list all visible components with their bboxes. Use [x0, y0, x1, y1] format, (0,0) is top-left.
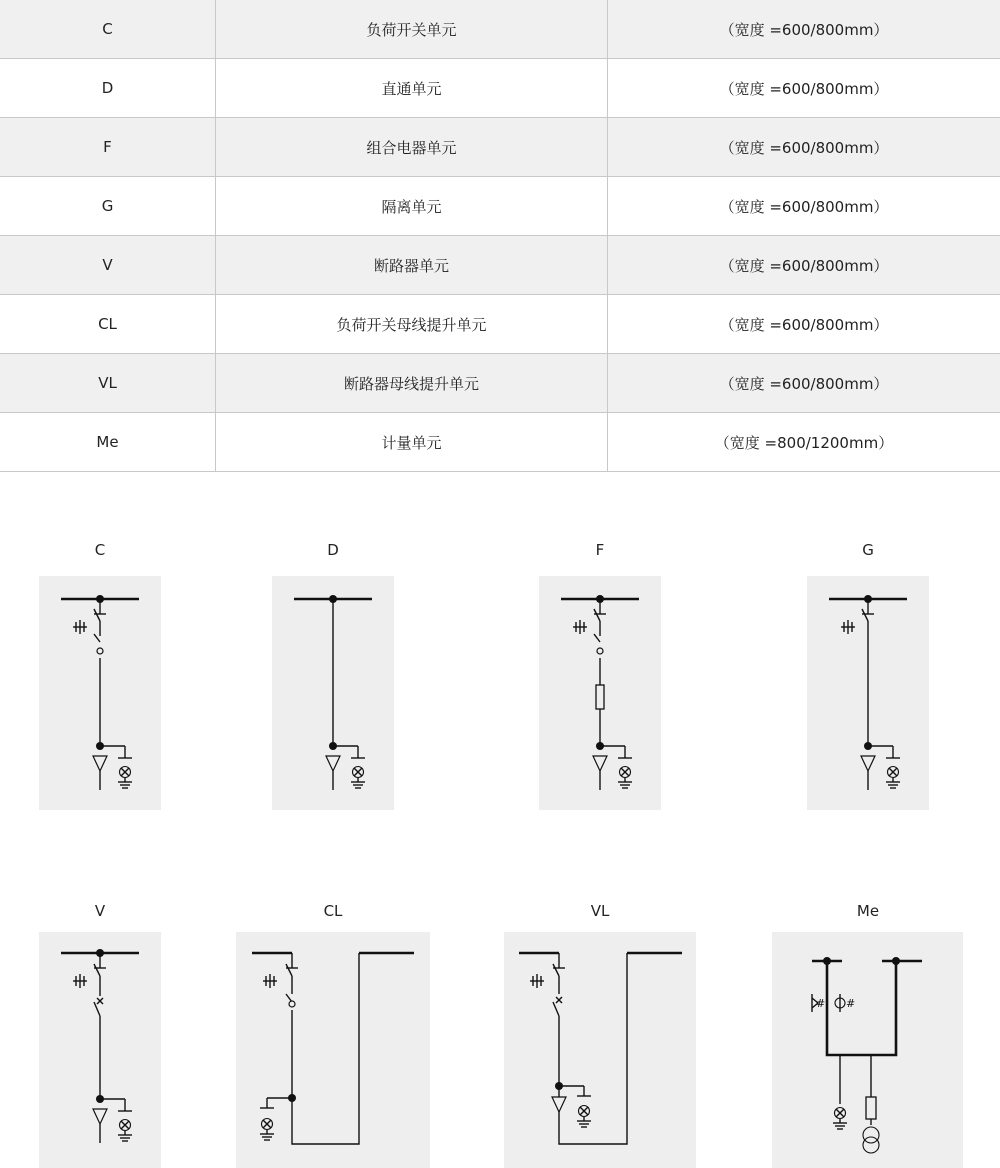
fuse-icon [866, 1097, 876, 1119]
unit-name: 隔离单元 [216, 177, 608, 236]
diagram-label-cl: CL [323, 902, 343, 920]
diagram-c [39, 576, 161, 810]
unit-width: （宽度 =600/800mm） [608, 354, 1000, 413]
unit-code: F [0, 118, 216, 177]
unit-code: V [0, 236, 216, 295]
diagram-vl [504, 932, 696, 1168]
unit-width: （宽度 =600/800mm） [608, 0, 1000, 59]
diagram-label-v: V [94, 902, 106, 920]
unit-width: （宽度 =600/800mm） [608, 236, 1000, 295]
diagram-d [272, 576, 394, 810]
diagram-f [539, 576, 661, 810]
diagram-label-vl: VL [590, 902, 610, 920]
unit-width: （宽度 =600/800mm） [608, 59, 1000, 118]
table-row [0, 295, 1000, 354]
diagram-label-me: Me [856, 902, 880, 920]
unit-width: （宽度 =600/800mm） [608, 295, 1000, 354]
svg-text:#: # [846, 997, 856, 1010]
diagram-v [39, 932, 161, 1168]
unit-name: 计量单元 [216, 413, 608, 472]
table-row [0, 236, 1000, 295]
unit-code: CL [0, 295, 216, 354]
unit-name: 直通单元 [216, 59, 608, 118]
unit-width: （宽度 =800/1200mm） [608, 413, 1000, 472]
diagram-label-d: D [327, 541, 339, 559]
svg-text:#: # [816, 997, 826, 1010]
unit-code: Me [0, 413, 216, 472]
unit-code: VL [0, 354, 216, 413]
table-row [0, 354, 1000, 413]
diagram-label-c: C [94, 541, 106, 559]
table-row [0, 0, 1000, 59]
diagram-label-g: G [862, 541, 874, 559]
load-break-mark-icon [289, 1001, 295, 1007]
unit-name: 组合电器单元 [216, 118, 608, 177]
diagram-cl [236, 932, 430, 1168]
diagram-me [772, 932, 963, 1168]
unit-width: （宽度 =600/800mm） [608, 177, 1000, 236]
unit-table [0, 0, 1000, 472]
unit-name: 断路器单元 [216, 236, 608, 295]
unit-code: G [0, 177, 216, 236]
unit-code: D [0, 59, 216, 118]
unit-name: 负荷开关单元 [216, 0, 608, 59]
table-row [0, 59, 1000, 118]
load-break-mark-icon [597, 648, 603, 654]
diagram-label-f: F [595, 541, 605, 559]
table-row [0, 118, 1000, 177]
unit-name: 断路器母线提升单元 [216, 354, 608, 413]
fuse-icon [596, 685, 604, 709]
unit-code: C [0, 0, 216, 59]
load-break-mark-icon [97, 648, 103, 654]
unit-name: 负荷开关母线提升单元 [216, 295, 608, 354]
unit-width: （宽度 =600/800mm） [608, 118, 1000, 177]
table-row [0, 177, 1000, 236]
diagram-g [807, 576, 929, 810]
table-row [0, 413, 1000, 472]
